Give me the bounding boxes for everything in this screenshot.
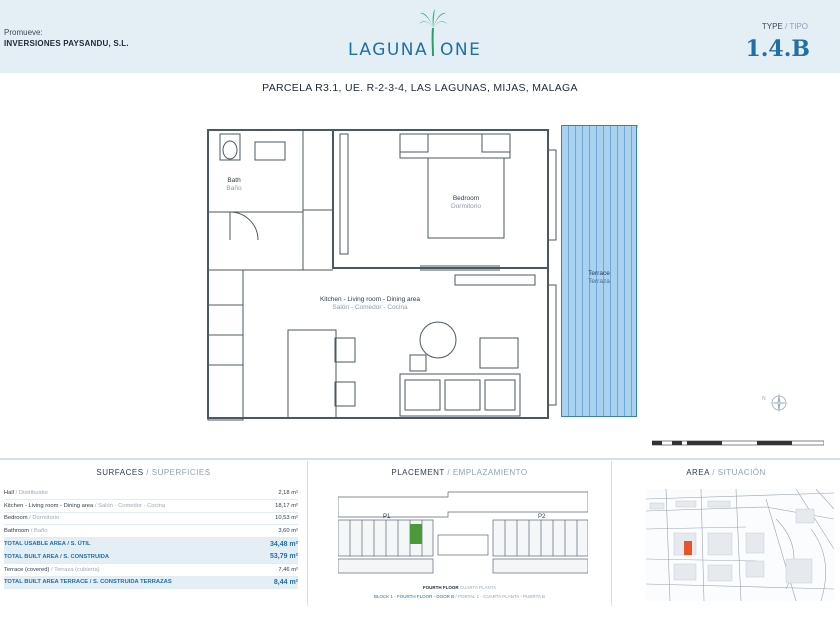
terrace-label-es: Terraza bbox=[588, 278, 610, 286]
block-label-en: BLOCK 1 - FOURTH FLOOR - DOOR B bbox=[373, 594, 455, 599]
surface-label-es: Baño bbox=[33, 528, 48, 535]
placement-title: PLACEMENT / EMPLAZAMIENTO bbox=[391, 468, 528, 477]
surface-value: 3,60 m² bbox=[278, 528, 298, 535]
section-divider bbox=[0, 458, 840, 460]
type-label-en: TYPE bbox=[761, 22, 783, 31]
situation-map bbox=[646, 489, 834, 601]
surface-label-en: Hall bbox=[4, 489, 14, 496]
kitchen-label-es: Salón - Comedor - Cocina bbox=[332, 304, 408, 312]
surfaces-title-es: SUPERFICIES bbox=[151, 468, 211, 477]
surfaces-title: SURFACES / SUPERFICIES bbox=[96, 468, 211, 477]
logo-word-one: ONE bbox=[440, 40, 482, 60]
type-value: 1.4.B bbox=[745, 36, 810, 62]
surface-value: 18,17 m² bbox=[275, 502, 298, 509]
surface-value: 7,46 m² bbox=[278, 566, 298, 573]
area-panel bbox=[612, 461, 840, 606]
bath-label-es: Baño bbox=[226, 185, 242, 193]
surface-label: TOTAL BUILT AREA / S. CONSTRUIDA bbox=[4, 553, 110, 560]
kitchen-label bbox=[280, 296, 460, 312]
surface-label-en: Terrace (covered) bbox=[4, 566, 50, 573]
surface-label-en: TOTAL USABLE AREA bbox=[4, 541, 66, 548]
surface-label: Bathroom / Baño bbox=[4, 528, 48, 535]
terrace-label bbox=[561, 270, 637, 286]
surface-value: 8,44 m² bbox=[273, 578, 298, 586]
placement-panel bbox=[308, 461, 612, 606]
surface-label: Hall / Distribuidor bbox=[4, 489, 49, 496]
promueve-label: Promueve: bbox=[4, 28, 43, 37]
placement-title-en: PLACEMENT bbox=[391, 468, 445, 477]
surface-row bbox=[4, 513, 298, 526]
laguna-one-logo bbox=[340, 8, 500, 68]
surface-label-en: TOTAL BUILT AREA TERRACE bbox=[4, 579, 89, 586]
surface-row bbox=[4, 487, 298, 500]
surface-label: Kitchen - Living room - Dining area / Salón - Comedor - Cocina bbox=[4, 502, 166, 509]
block-label: BLOCK 1 - FOURTH FLOOR - DOOR B / PORTAL 1 - CUARTA PLANTA - PUERTA B bbox=[373, 594, 545, 599]
header bbox=[0, 0, 840, 73]
surface-label-en: TOTAL BUILT AREA bbox=[4, 553, 59, 560]
surface-label-es: S. CONSTRUIDA TERRAZAS bbox=[93, 579, 172, 586]
floor-label bbox=[308, 585, 611, 590]
area-highlight-plot bbox=[684, 541, 692, 555]
surface-label-es: Salón - Comedor - Cocina bbox=[98, 502, 166, 509]
logo-word-laguna: LAGUNA bbox=[348, 40, 429, 60]
surface-row bbox=[4, 525, 298, 538]
surface-label-es: Distribuidor bbox=[18, 489, 49, 496]
surface-label-es: S. CONSTRUIDA bbox=[63, 553, 110, 560]
surface-label-en: Kitchen - Living room - Dining area bbox=[4, 502, 94, 509]
type-label-es: TIPO bbox=[789, 22, 808, 31]
property-address: PARCELA R3.1, UE. R-2-3-4, LAS LAGUNAS, MIJAS, MALAGA bbox=[262, 82, 578, 94]
surface-label: TOTAL BUILT AREA TERRACE / S. CONSTRUIDA TERRAZAS bbox=[4, 579, 172, 586]
surface-value: 34,48 m² bbox=[269, 540, 298, 548]
bedroom-label bbox=[428, 195, 504, 211]
surface-label: TOTAL USABLE AREA / S. ÚTIL bbox=[4, 541, 91, 548]
surfaces-panel bbox=[0, 461, 308, 606]
placement-p1-label: P1 bbox=[383, 514, 391, 520]
surface-value: 10,53 m² bbox=[275, 515, 298, 522]
surface-row bbox=[4, 564, 298, 577]
surfaces-title-en: SURFACES bbox=[96, 468, 144, 477]
surface-label-es: S. ÚTIL bbox=[70, 541, 91, 548]
type-label: TYPE / TIPO bbox=[761, 22, 808, 31]
floor-label-en: FOURTH FLOOR bbox=[422, 585, 459, 590]
surface-value: 53,79 m² bbox=[269, 553, 298, 561]
surface-value: 2,18 m² bbox=[278, 489, 298, 496]
surface-row bbox=[4, 500, 298, 513]
surface-label-en: Bedroom bbox=[4, 515, 28, 522]
placement-highlight-unit bbox=[410, 524, 422, 544]
promoter-name: INVERSIONES PAYSANDU, S.L. bbox=[4, 39, 129, 48]
placement-diagram bbox=[338, 487, 588, 579]
terrace-label-en: Terrace bbox=[588, 270, 610, 277]
floor-plan bbox=[200, 120, 640, 440]
bath-label-en: Bath bbox=[227, 177, 241, 184]
block-label-es: PORTAL 1 - CUARTA PLANTA - PUERTA B bbox=[457, 594, 545, 599]
bedroom-label-es: Dormitorio bbox=[451, 203, 481, 211]
floor-label-es: CUARTA PLANTA bbox=[459, 585, 497, 590]
surface-label: Bedroom / Dormitorio bbox=[4, 515, 60, 522]
surface-total-row bbox=[4, 577, 298, 590]
bedroom-label-en: Bedroom bbox=[452, 195, 480, 202]
surface-label: Terrace (covered) / Terraza (cubierta) bbox=[4, 566, 100, 573]
surface-total-row bbox=[4, 551, 298, 564]
area-title-en: AREA bbox=[686, 468, 710, 477]
surfaces-table bbox=[4, 487, 298, 589]
area-title-es: SITUACIÓN bbox=[717, 468, 766, 477]
surface-label-en: Bathroom bbox=[4, 528, 30, 535]
surface-label-es: Dormitorio bbox=[32, 515, 60, 522]
compass-north-label: N bbox=[762, 396, 766, 402]
bath-label bbox=[214, 177, 254, 193]
surface-label-es: Terraza (cubierta) bbox=[54, 566, 100, 573]
placement-p2-label: P2 bbox=[538, 514, 546, 520]
area-title: AREA / SITUACIÓN bbox=[686, 468, 766, 477]
kitchen-label-en: Kitchen - Living room - Dining area bbox=[319, 296, 421, 303]
scale-bar bbox=[652, 440, 824, 454]
compass-icon bbox=[768, 392, 790, 414]
surface-total-row bbox=[4, 538, 298, 551]
placement-title-es: EMPLAZAMIENTO bbox=[452, 468, 528, 477]
